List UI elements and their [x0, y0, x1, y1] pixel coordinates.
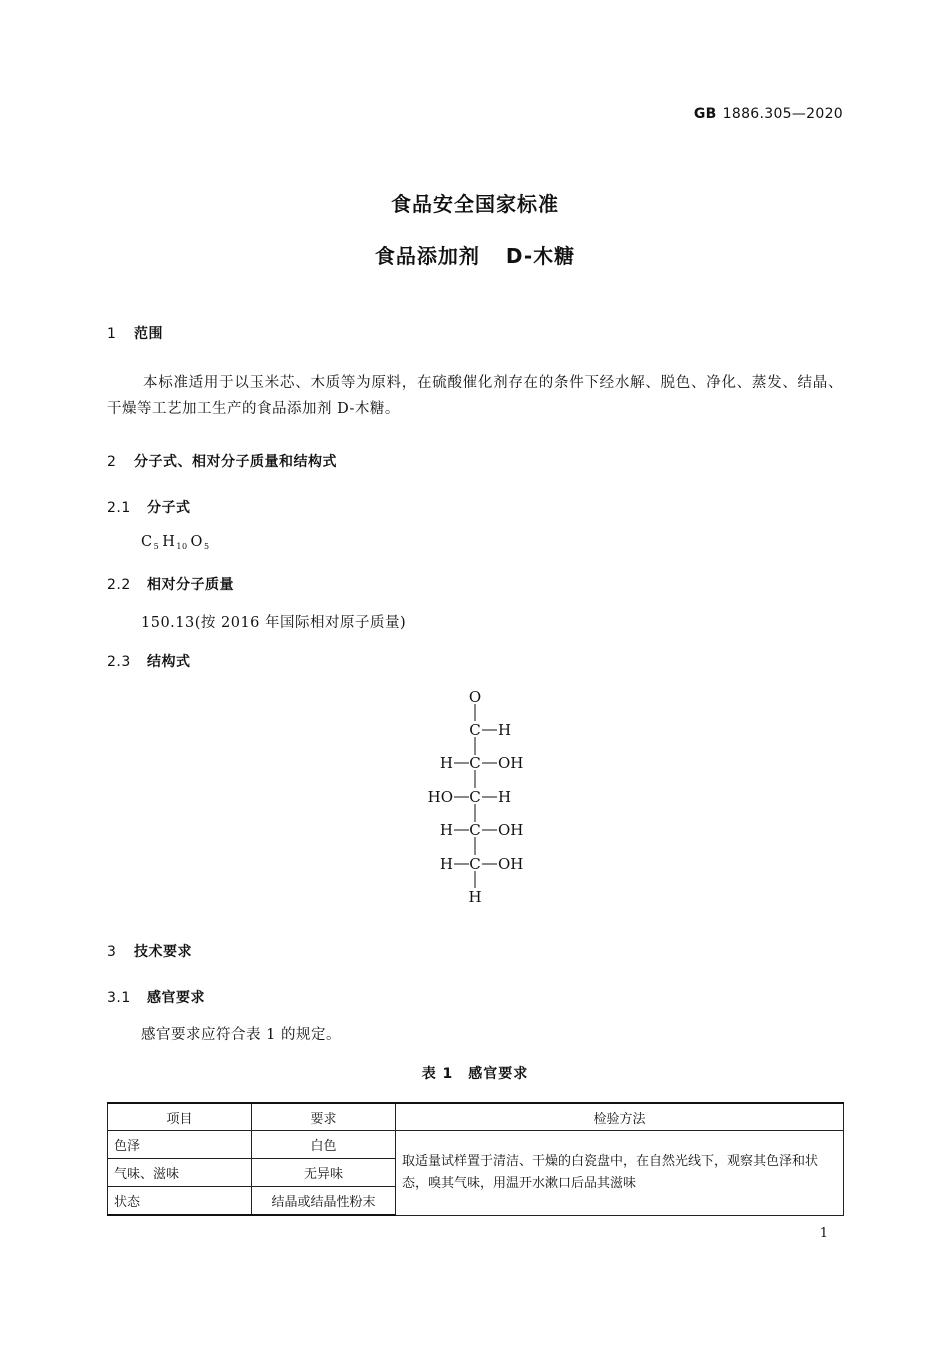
formula-count-o: 5 — [203, 542, 210, 551]
table-caption: 表 1 感官要求 — [421, 1066, 529, 1082]
table-cell-requirement: 白色 — [252, 1131, 396, 1159]
atom-label: C — [469, 754, 481, 772]
section-title: 相对分子质量 — [147, 577, 234, 593]
table-header-row — [108, 1103, 844, 1131]
molecular-formula — [141, 534, 213, 551]
standard-prefix: GB — [693, 106, 717, 122]
standard-code — [694, 106, 843, 122]
subtitle-part-b: D-木糖 — [505, 244, 576, 268]
atom-label: H — [498, 721, 512, 739]
section-title: 范围 — [134, 326, 163, 342]
section-number: 2.3 — [107, 654, 131, 670]
section-1-body: 本标准适用于以玉米芯、木质等为原料，在硫酸催化剂存在的条件下经水解、脱色、净化、蒸发、结晶、干燥等工艺加工生产的食品添加剂 D-木糖。 — [107, 375, 843, 417]
document-title: 食品安全国家标准 — [391, 192, 559, 216]
subtitle-part-a: 食品添加剂 — [374, 244, 480, 268]
atom-label: C — [469, 821, 481, 839]
formula-count-c: 5 — [153, 542, 160, 551]
section-3-heading — [107, 941, 192, 961]
section-number: 2 — [107, 454, 117, 470]
section-number: 2.1 — [107, 500, 131, 516]
table-cell-method: 取适量试样置于清洁、干燥的白瓷盘中，在自然光线下，观察其色泽和状态，嗅其气味，用温开水漱口后品其滋味 — [396, 1131, 844, 1216]
table-cell-item: 色泽 — [108, 1131, 252, 1159]
section-number: 3 — [107, 944, 117, 960]
formula-count-h: 10 — [176, 542, 188, 551]
atom-label: C — [469, 721, 481, 739]
section-number: 3.1 — [107, 990, 131, 1006]
table-cell-item: 气味、滋味 — [108, 1159, 252, 1187]
section-3-1-heading — [107, 987, 205, 1007]
table-cell-requirement: 结晶或结晶性粉末 — [252, 1187, 396, 1216]
atom-label: OH — [498, 754, 524, 772]
section-title: 技术要求 — [134, 944, 192, 960]
section-number: 1 — [107, 326, 117, 342]
standard-number: 1886.305—2020 — [722, 106, 843, 122]
formula-element-h: H — [162, 534, 176, 550]
atom-label: H — [468, 888, 482, 906]
atom-label: H — [439, 855, 453, 873]
atom-label: H — [498, 788, 512, 806]
atom-label: C — [469, 788, 481, 806]
sensory-requirements-table — [107, 1102, 844, 1216]
section-2-1-heading — [107, 497, 191, 517]
section-number: 2.2 — [107, 577, 131, 593]
structural-formula — [0, 684, 950, 909]
atom-label: H — [439, 754, 453, 772]
table-cell-requirement: 无异味 — [252, 1159, 396, 1187]
relative-molecular-mass: 150.13(按 2016 年国际相对原子质量) — [141, 615, 407, 631]
section-2-2-heading — [107, 574, 234, 594]
atom-label: OH — [498, 855, 524, 873]
section-3-1-body: 感官要求应符合表 1 的规定。 — [141, 1027, 341, 1043]
table-cell-item: 状态 — [108, 1187, 252, 1216]
document-subtitle — [0, 240, 950, 269]
section-1-heading — [107, 323, 163, 343]
section-title: 感官要求 — [147, 990, 205, 1006]
section-title: 分子式、相对分子质量和结构式 — [134, 454, 337, 470]
section-title: 分子式 — [147, 500, 191, 516]
section-2-heading — [107, 451, 337, 471]
table-row — [108, 1131, 844, 1159]
atom-label: H — [439, 821, 453, 839]
atom-label: O — [468, 688, 482, 706]
section-title: 结构式 — [147, 654, 191, 670]
column-header: 要求 — [252, 1103, 396, 1131]
section-2-3-heading — [107, 651, 191, 671]
formula-element-o: O — [190, 534, 203, 550]
atom-label: C — [469, 855, 481, 873]
formula-element-c: C — [141, 534, 153, 550]
page-number: 1 — [819, 1226, 828, 1241]
column-header: 项目 — [108, 1103, 252, 1131]
column-header: 检验方法 — [396, 1103, 844, 1131]
atom-label: OH — [498, 821, 524, 839]
atom-label: HO — [427, 788, 453, 806]
